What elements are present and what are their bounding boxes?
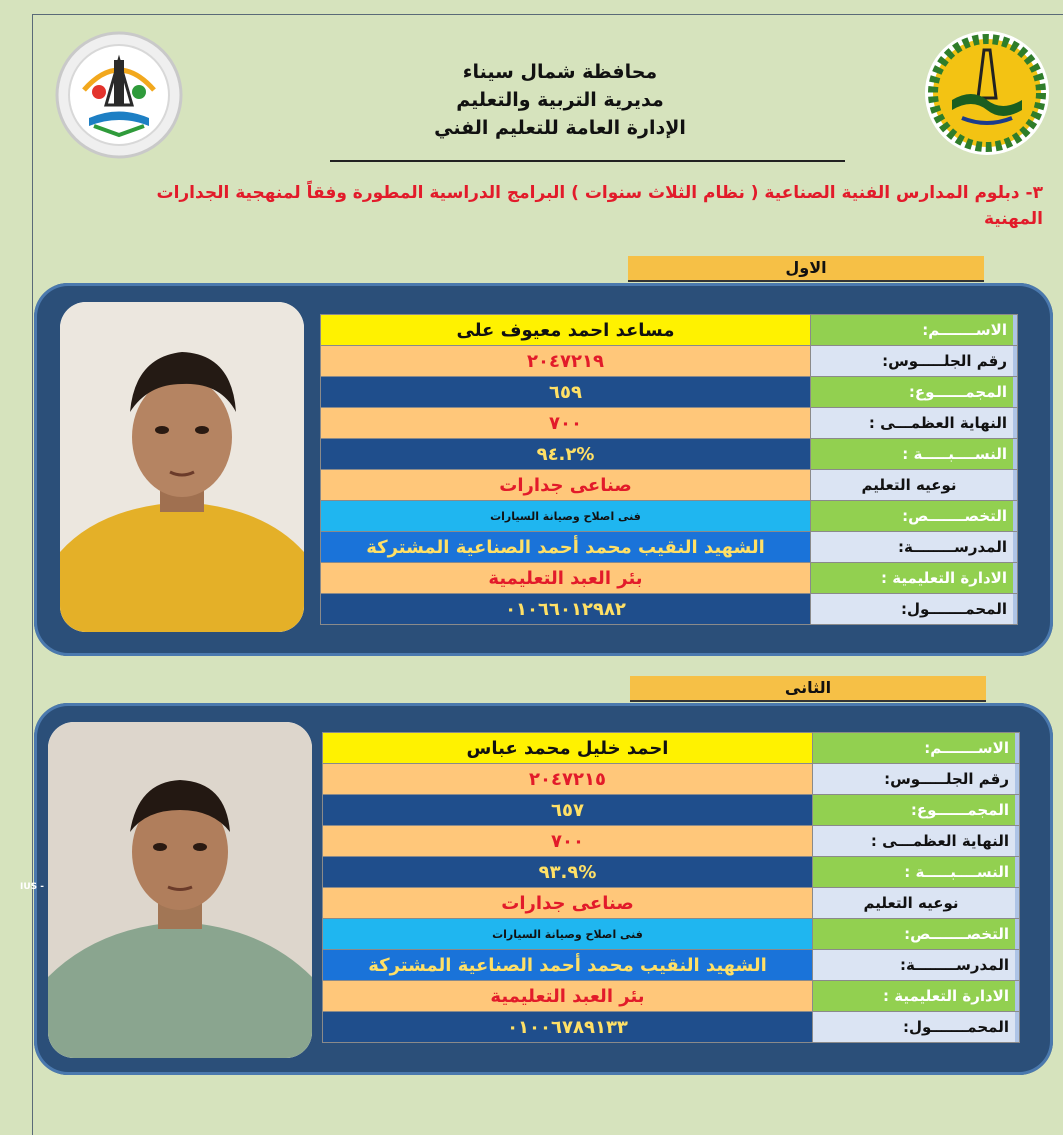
- row-percent: [321, 439, 1018, 470]
- value-mobile: ٠١٠٦٦٠١٢٩٨٢: [321, 594, 811, 625]
- row-name: [321, 315, 1018, 346]
- value-name: مساعد احمد معيوف على: [321, 315, 811, 346]
- value-percent: %٩٤.٢: [321, 439, 811, 470]
- label-spec: التخصـــــــص:: [813, 919, 1020, 950]
- label-name: الاســـــــم:: [813, 733, 1020, 764]
- label-percent: النســــبـــــة :: [813, 857, 1020, 888]
- value-max: ٧٠٠: [321, 408, 811, 439]
- label-seat: رقم الجلـــــوس:: [813, 764, 1020, 795]
- label-admin: الادارة التعليمية :: [813, 981, 1020, 1012]
- rank-first: الاول: [628, 256, 984, 282]
- governorate-emblem: [922, 28, 1052, 158]
- label-school: المدرســــــــة:: [811, 532, 1018, 563]
- student-info-table-second: [322, 732, 1020, 1043]
- row-mobile: [321, 594, 1018, 625]
- label-total: المجمــــــوع:: [813, 795, 1020, 826]
- value-seat: ٢٠٤٧٢١٥: [323, 764, 813, 795]
- row-school: [323, 950, 1020, 981]
- row-school: [321, 532, 1018, 563]
- row-seat: [323, 764, 1020, 795]
- label-percent: النســــبـــــة :: [811, 439, 1018, 470]
- row-spec: [323, 919, 1020, 950]
- row-total: [323, 795, 1020, 826]
- header-divider: [330, 160, 845, 162]
- value-type: صناعى جدارات: [323, 888, 813, 919]
- student-photo-second: [48, 722, 312, 1058]
- value-admin: بئر العبد التعليمية: [321, 563, 811, 594]
- section-title: ٣- دبلوم المدارس الفنية الصناعية ( نظام الثلاث سنوات ) البرامج الدراسية المطورة وفقاً لمنهجية الجدارات المهنية: [156, 183, 1043, 229]
- value-percent: %٩٣.٩: [323, 857, 813, 888]
- directorate-name: مديرية التربية والتعليم: [456, 89, 664, 111]
- label-spec: التخصـــــــص:: [811, 501, 1018, 532]
- directorate-header: [400, 58, 720, 142]
- row-spec: [321, 501, 1018, 532]
- value-spec: فنى اصلاح وصيانة السيارات: [323, 919, 813, 950]
- value-max: ٧٠٠: [323, 826, 813, 857]
- label-type: نوعيه التعليم: [811, 470, 1018, 501]
- row-type: [323, 888, 1020, 919]
- edge-mark: IUS -: [20, 882, 45, 892]
- label-admin: الادارة التعليمية :: [811, 563, 1018, 594]
- row-max: [321, 408, 1018, 439]
- value-seat: ٢٠٤٧٢١٩: [321, 346, 811, 377]
- row-type: [321, 470, 1018, 501]
- row-total: [321, 377, 1018, 408]
- row-seat: [321, 346, 1018, 377]
- value-total: ٦٥٧: [323, 795, 813, 826]
- label-type: نوعيه التعليم: [813, 888, 1020, 919]
- value-name: احمد خليل محمد عباس: [323, 733, 813, 764]
- value-spec: فنى اصلاح وصيانة السيارات: [321, 501, 811, 532]
- department-name: الإدارة العامة للتعليم الفني: [434, 117, 686, 139]
- label-mobile: المحمـــــــول:: [813, 1012, 1020, 1043]
- value-mobile: ٠١٠٠٦٧٨٩١٣٣: [323, 1012, 813, 1043]
- row-max: [323, 826, 1020, 857]
- row-percent: [323, 857, 1020, 888]
- value-school: الشهيد النقيب محمد أحمد الصناعية المشتركة: [321, 532, 811, 563]
- row-name: [323, 733, 1020, 764]
- label-mobile: المحمـــــــول:: [811, 594, 1018, 625]
- value-type: صناعى جدارات: [321, 470, 811, 501]
- row-admin: [323, 981, 1020, 1012]
- label-max: النهاية العظمـــى :: [813, 826, 1020, 857]
- student-photo-first: [60, 302, 304, 632]
- value-total: ٦٥٩: [321, 377, 811, 408]
- governorate-name: محافظة شمال سيناء: [462, 61, 658, 83]
- label-name: الاســـــــم:: [811, 315, 1018, 346]
- label-max: النهاية العظمـــى :: [811, 408, 1018, 439]
- row-mobile: [323, 1012, 1020, 1043]
- rank-second: الثانى: [630, 676, 986, 702]
- row-admin: [321, 563, 1018, 594]
- value-school: الشهيد النقيب محمد أحمد الصناعية المشتركة: [323, 950, 813, 981]
- education-directorate-logo: [54, 30, 184, 160]
- label-total: المجمــــــوع:: [811, 377, 1018, 408]
- value-admin: بئر العبد التعليمية: [323, 981, 813, 1012]
- label-school: المدرســــــــة:: [813, 950, 1020, 981]
- student-info-table-first: [320, 314, 1018, 625]
- label-seat: رقم الجلـــــوس:: [811, 346, 1018, 377]
